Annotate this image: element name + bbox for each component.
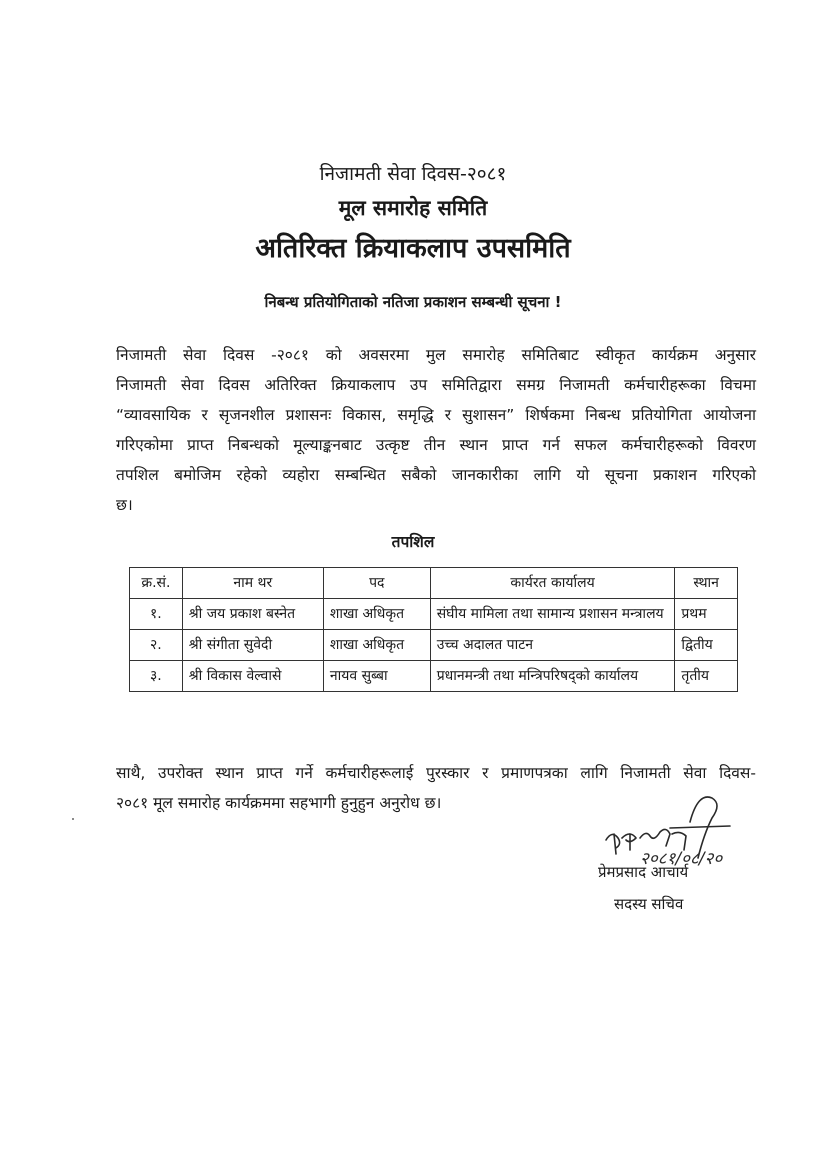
cell-position: नायव सुब्बा: [323, 661, 430, 692]
closing-line: २०८१ मूल समारोह कार्यक्रममा सहभागी हुनुहुन अनुरोध छ।: [116, 794, 442, 812]
body-line: तपशिल बमोजिम रहेको व्यहोरा सम्बन्धित सबैको जानकारीका लागि यो सूचना प्रकाशन गरिएको: [116, 466, 756, 484]
cell-rank: तृतीय: [675, 661, 738, 692]
closing-line: साथै, उपरोक्त स्थान प्राप्त गर्ने कर्मचारीहरूलाई पुरस्कार र प्रमाणपत्रका लागि निजामती सेवा दिवस-: [116, 764, 756, 782]
handwritten-date: २०८१/०८/२०: [640, 849, 723, 869]
section-label: तपशिल: [391, 533, 435, 551]
header-serial: क्र.सं.: [130, 568, 183, 599]
body-line: “व्यावसायिक र सृजनशील प्रशासनः विकास, समृद्धि र सुशासन” शिर्षकमा निबन्ध प्रतियोगिता आयोजना: [116, 406, 756, 424]
event-title: निजामती सेवा दिवस-२०८१: [319, 163, 507, 185]
handwritten-signature: [600, 782, 760, 872]
header-office: कार्यरत कार्यालय: [430, 568, 675, 599]
cell-serial: २.: [130, 630, 183, 661]
body-paragraph: [116, 340, 756, 520]
header-name: नाम थर: [182, 568, 323, 599]
cell-serial: ३.: [130, 661, 183, 692]
cell-name: श्री संगीता सुवेदी: [182, 630, 323, 661]
body-line: निजामती सेवा दिवस -२०८१ को अवसरमा मुल समारोह समितिबाट स्वीकृत कार्यक्रम अनुसार: [116, 346, 756, 364]
cell-position: शाखा अधिकृत: [323, 599, 430, 630]
cell-position: शाखा अधिकृत: [323, 630, 430, 661]
signer-title: सदस्य सचिव: [614, 895, 684, 913]
scan-speck: [72, 818, 74, 820]
table-row: [130, 630, 738, 661]
table-header-row: [130, 568, 738, 599]
subcommittee-name: अतिरिक्त क्रियाकलाप उपसमिति: [255, 233, 571, 264]
cell-office: उच्च अदालत पाटन: [430, 630, 675, 661]
notice-title: निबन्ध प्रतियोगिताको नतिजा प्रकाशन सम्बन्धी सूचना !: [264, 293, 562, 311]
cell-serial: १.: [130, 599, 183, 630]
signer-name: प्रेमप्रसाद आचार्य: [598, 863, 689, 881]
body-line: छ।: [116, 496, 133, 514]
cell-rank: प्रथम: [675, 599, 738, 630]
committee-name: मूल समारोह समिति: [338, 196, 488, 220]
header-rank: स्थान: [675, 568, 738, 599]
header-position: पद: [323, 568, 430, 599]
body-line: निजामती सेवा दिवस अतिरिक्त क्रियाकलाप उप समितिद्वारा समग्र निजामती कर्मचारीहरूका विचमा: [116, 376, 756, 394]
body-line: गरिएकोमा प्राप्त निबन्धको मूल्याङ्कनबाट उत्कृष्ट तीन स्थान प्राप्त गर्न सफल कर्मचारीहरूको विवरण: [116, 436, 756, 454]
table-row: [130, 599, 738, 630]
cell-office: संघीय मामिला तथा सामान्य प्रशासन मन्त्रालय: [430, 599, 675, 630]
table-row: [130, 661, 738, 692]
cell-name: श्री विकास वेल्वासे: [182, 661, 323, 692]
cell-office: प्रधानमन्त्री तथा मन्त्रिपरिषद्को कार्यालय: [430, 661, 675, 692]
cell-name: श्री जय प्रकाश बस्नेत: [182, 599, 323, 630]
cell-rank: द्वितीय: [675, 630, 738, 661]
results-table: [129, 567, 738, 692]
